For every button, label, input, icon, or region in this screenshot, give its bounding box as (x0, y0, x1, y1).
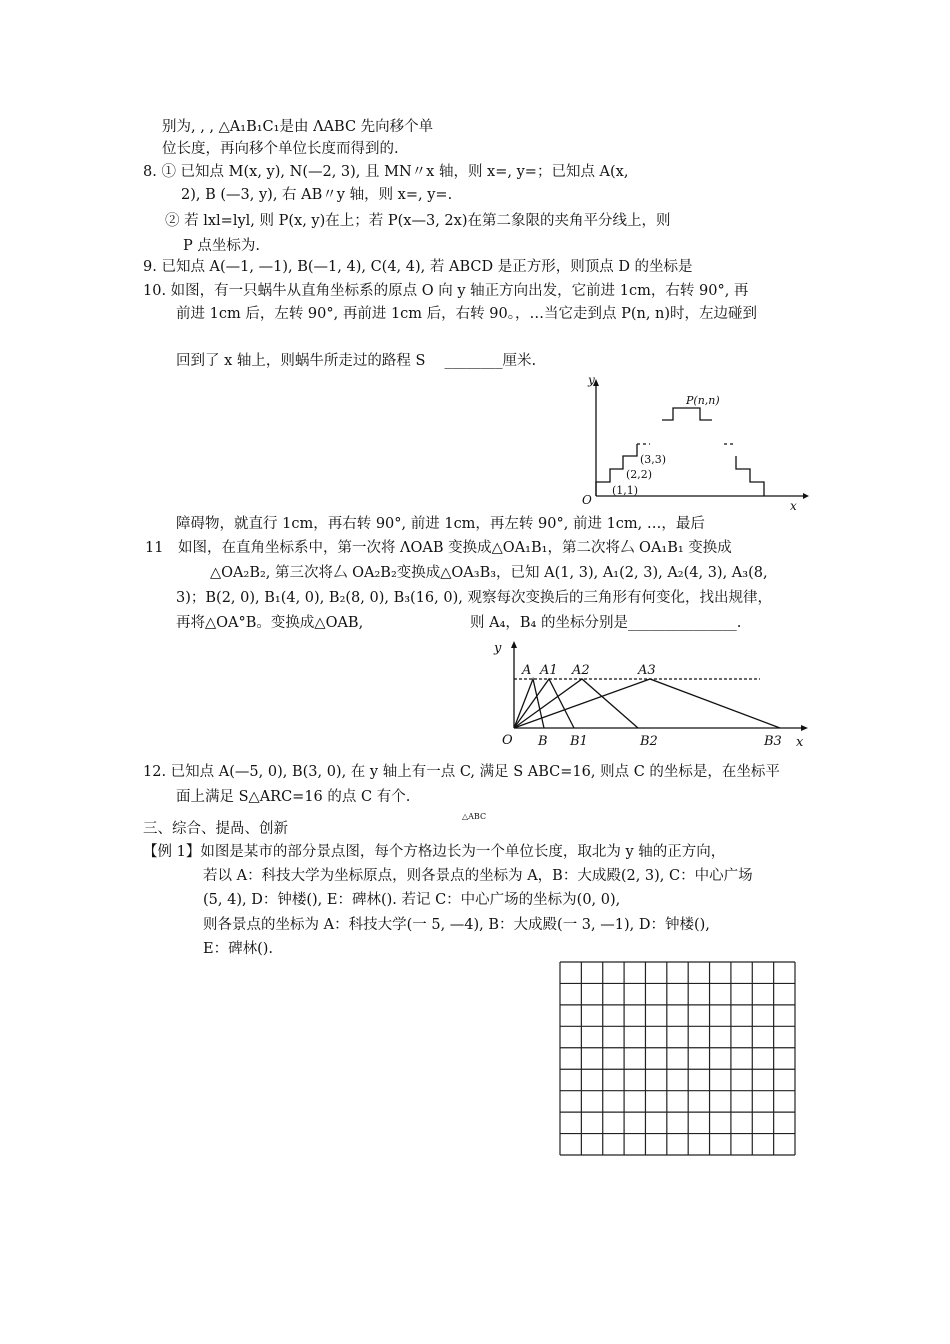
text-line: 回到了 x 轴上，则蜗牛所走过的路程 S ________厘米. (176, 353, 537, 369)
text-line: 位长度，再向移个单位长度而得到的. (162, 141, 399, 157)
origin-label: O (582, 493, 592, 507)
point-label: (1,1) (612, 484, 639, 497)
point-label: B (538, 734, 548, 749)
text-line: 面上满足 S△ARC=16 的点 C 有个. (176, 789, 411, 805)
example-1: 【例 1】如图是某市的部分景点图，每个方格边长为一个单位长度，取北为 y 轴的正方向， (143, 844, 726, 860)
text-line: 则各景点的坐标为 A：科技大学(一 5, —4), B：大成殿(一 3, —1), D：钟楼(), (203, 917, 710, 933)
text-line: 前进 1cm 后，左转 90°, 再前进 1cm 后，右转 90。，…当它走到点 P(n, n)时，左边碰到 (176, 306, 758, 322)
question-9: 9. 已知点 A(—1, —1), B(—1, 4), C(4, 4), 若 ABCD 是正方形，则顶点 D 的坐标是 (143, 259, 693, 275)
text-line: 别为, , , △A₁B₁C₁是由 ΛABC 先向移个单 (162, 119, 434, 135)
point-label: B1 (570, 734, 588, 749)
text-line: 则 A₄，B₄ 的坐标分别是_______________. (470, 615, 742, 631)
text-line: P 点坐标为. (183, 238, 260, 254)
text-line: 若以 A：科技大学为坐标原点，则各景点的坐标为 A，B：大成殿(2, 3), C：中心广场 (203, 868, 753, 884)
x-axis-label: x (796, 735, 804, 750)
snail-path-figure (574, 372, 814, 512)
point-label: B3 (764, 734, 782, 749)
question-8: 8. ① 已知点 M(x, y), N(—2, 3), 且 MN〃x 轴，则 x=, y=；已知点 A(x, (143, 164, 629, 180)
text-line: △OA₂B₂, 第三次将厶 OA₂B₂变换成△OA₃B₃，已知 A(1, 3), A₁(2, 3), A₂(4, 3), A₃(8, (210, 565, 768, 581)
question-10: 10. 如图，有一只蜗牛从直角坐标系的原点 O 向 y 轴正方向出发，它前进 1cm，右转 90°, 再 (143, 283, 749, 299)
text-line: ② 若 lxl=lyl, 则 P(x, y)在上；若 P(x—3, 2x)在第二象限的夹角平分线上，则 (165, 213, 671, 229)
y-axis-label: y (494, 641, 502, 656)
point-label: A3 (638, 663, 656, 678)
y-axis-label: y (588, 373, 595, 387)
point-label: A (522, 663, 532, 678)
text-line: 障碍物，就直行 1cm，再右转 90°, 前进 1cm，再左转 90°, 前进 1cm, …，最后 (176, 516, 705, 532)
section-heading: 三、综合、提咼、创新 (143, 821, 288, 837)
triangle-transform-figure (492, 634, 812, 752)
text-line: 再将△OA°B。变换成△OAB, (176, 615, 364, 631)
x-axis-label: x (790, 499, 797, 512)
point-label: B2 (640, 734, 658, 749)
subscript-note: △ABC (462, 812, 487, 821)
text-line: E：碑林(). (203, 941, 274, 957)
text-line: 3)；B(2, 0), B₁(4, 0), B₂(8, 0), B₃(16, 0), 观察每次变换后的三角形有何变化，找出规律， (176, 590, 772, 606)
text-line: 2), B (—3, y), 右 AB〃y 轴，则 x=, y=. (181, 187, 453, 203)
point-label: A1 (540, 663, 558, 678)
origin-label: O (502, 733, 513, 748)
question-12: 12. 已知点 A(—5, 0), B(3, 0), 在 y 轴上有一点 C, 满足 S ABC=16, 则点 C 的坐标是，在坐标平 (143, 764, 780, 780)
text-line: (5, 4), D：钟楼(), E：碑林(). 若记 C：中心广场的坐标为(0, 0), (203, 892, 621, 908)
map-grid (558, 960, 798, 1158)
point-label: A2 (572, 663, 590, 678)
point-p-label: P(n,n) (686, 394, 720, 407)
point-label: (2,2) (626, 468, 653, 481)
question-11: 11 如图，在直角坐标系中，第一次将 ΛOAB 变换成△OA₁B₁，第二次将厶 OA₁B₁ 变换成 (145, 540, 732, 556)
point-label: (3,3) (640, 453, 667, 466)
